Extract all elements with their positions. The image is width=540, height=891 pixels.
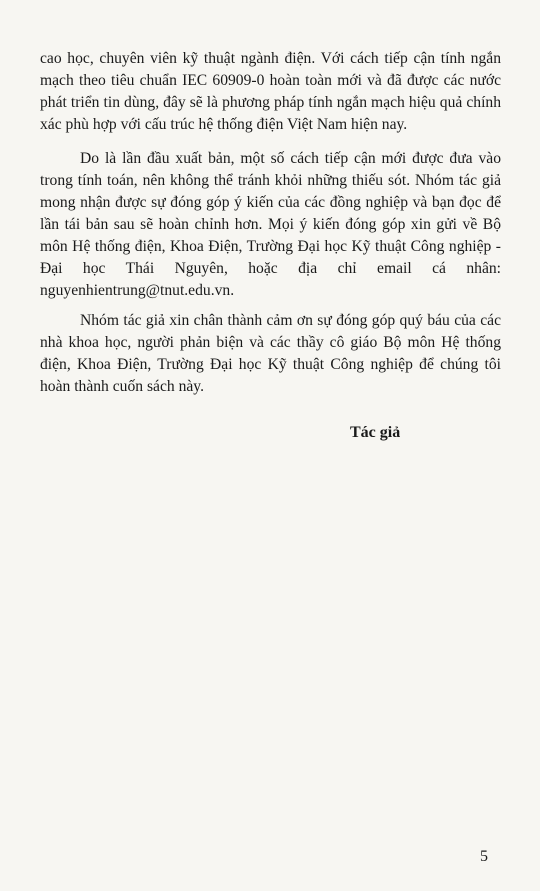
author-signature: Tác giả bbox=[350, 424, 401, 441]
paragraph-1-text: cao học, chuyên viên kỹ thuật ngành điện. Với cách tiếp cận tính ngắn mạch theo tiêu chuẩn IEC 60909-0 hoàn toàn mới và đã được các nước phát triển tin dùng, đây sẽ là phương pháp tính ngắn mạch hiệu quả chính xác phù hợp với cấu trúc hệ thống điện Việt Nam hiện nay. bbox=[40, 50, 501, 133]
paragraph-2-text: Do là lần đầu xuất bản, một số cách tiếp cận mới được đưa vào trong tính toán, nên không thể tránh khỏi những thiếu sót. Nhóm tác giả mong nhận được sự đóng góp ý kiến của các đồng nghiệp và bạn đọc để lần tái bản sau sẽ hoàn chỉnh hơn. Mọi ý kiến đóng góp xin gửi về Bộ môn Hệ thống điện, Khoa Điện, Trường Đại học Kỹ thuật Công nghiệp - Đại học Thái Nguyên, hoặc địa chỉ email cá nhân: nguyenhientrung@tnut.edu.vn. bbox=[40, 150, 501, 299]
page-number: 5 bbox=[480, 848, 488, 865]
paragraph-continuation bbox=[40, 48, 501, 136]
paragraph-acknowledgement bbox=[40, 310, 501, 398]
paragraph-3-text: Nhóm tác giả xin chân thành cảm ơn sự đóng góp quý báu của các nhà khoa học, người phản biện và các thầy cô giáo Bộ môn Hệ thống điện, Khoa Điện, Trường Đại học Kỹ thuật Công nghiệp để chúng tôi hoàn thành cuốn sách này. bbox=[40, 312, 501, 395]
paragraph-publication-note bbox=[40, 148, 501, 302]
